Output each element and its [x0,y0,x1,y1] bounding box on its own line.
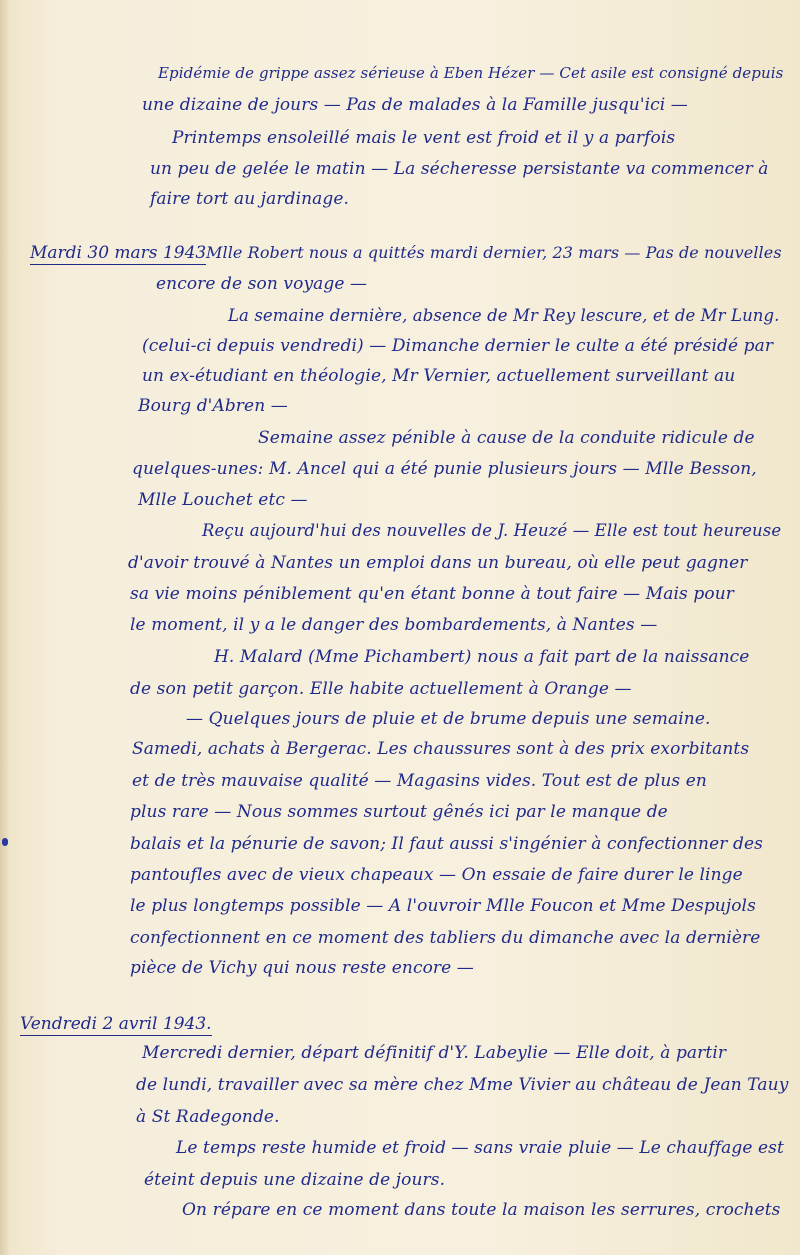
entry-date: Mardi 30 mars 1943 [30,243,207,263]
entry-line: Epidémie de grippe assez sérieuse à Eben Hézer — Cet asile est consigné depuis [158,64,784,82]
entry-line: — Quelques jours de pluie et de brume depuis une semaine. [186,709,711,729]
entry-line: éteint depuis une dizaine de jours. [144,1170,446,1190]
entry-line: Mlle Louchet etc — [138,490,308,510]
entry-line: H. Malard (Mme Pichambert) nous a fait part de la naissance [214,647,750,667]
entry-line: d'avoir trouvé à Nantes un emploi dans un bureau, où elle peut gagner [128,553,748,573]
ink-mark [2,838,8,846]
entry-line: (celui-ci depuis vendredi) — Dimanche dernier le culte a été présidé par [142,336,774,356]
entry-line: encore de son voyage — [156,274,368,294]
entry-line: faire tort au jardinage. [150,189,350,209]
entry-line: Printemps ensoleillé mais le vent est froid et il y a parfois [172,128,676,148]
entry-line: à St Radegonde. [136,1107,280,1127]
entry-line: confectionnent en ce moment des tabliers du dimanche avec la dernière [130,928,761,948]
entry-line: quelques-unes: M. Ancel qui a été punie plusieurs jours — Mlle Besson, [132,459,757,479]
entry-line: La semaine dernière, absence de Mr Rey lescure, et de Mr Lung. [228,306,780,325]
entry-line: Bourg d'Abren — [138,396,288,416]
entry-line: et de très mauvaise qualité — Magasins vides. Tout est de plus en [132,771,707,791]
page-edge-shadow [0,0,10,1255]
entry-line: le moment, il y a le danger des bombardements, à Nantes — [130,615,658,635]
entry-line: Mlle Robert nous a quittés mardi dernier, 23 mars — Pas de nouvelles [206,243,782,262]
entry-line: On répare en ce moment dans toute la maison les serrures, crochets [182,1200,781,1220]
entry-date: Vendredi 2 avril 1943. [20,1014,212,1034]
entry-line: balais et la pénurie de savon; Il faut aussi s'ingénier à confectionner des [130,834,763,854]
entry-line: un peu de gelée le matin — La sécheresse persistante va commencer à [150,159,769,179]
entry-line: pièce de Vichy qui nous reste encore — [130,958,474,978]
entry-line: un ex-étudiant en théologie, Mr Vernier, actuellement surveillant au [142,366,736,386]
entry-line: le plus longtemps possible — A l'ouvroir Mlle Foucon et Mme Despujols [130,896,756,916]
entry-line: Mercredi dernier, départ définitif d'Y. Labeylie — Elle doit, à partir [142,1043,727,1063]
entry-line: Reçu aujourd'hui des nouvelles de J. Heuzé — Elle est tout heureuse [202,521,782,540]
entry-line: Semaine assez pénible à cause de la conduite ridicule de [258,428,755,448]
entry-line: Le temps reste humide et froid — sans vraie pluie — Le chauffage est [176,1138,784,1158]
entry-line: de son petit garçon. Elle habite actuellement à Orange — [130,679,632,699]
entry-line: de lundi, travailler avec sa mère chez Mme Vivier au château de Jean Tauy [136,1075,789,1095]
entry-line: une dizaine de jours — Pas de malades à la Famille jusqu'ici — [142,95,688,115]
entry-line: Samedi, achats à Bergerac. Les chaussures sont à des prix exorbitants [132,739,750,759]
entry-line: plus rare — Nous sommes surtout gênés ici par le manque de [130,802,668,822]
entry-line: pantoufles avec de vieux chapeaux — On essaie de faire durer le linge [130,865,743,885]
entry-line: sa vie moins péniblement qu'en étant bonne à tout faire — Mais pour [130,584,734,604]
